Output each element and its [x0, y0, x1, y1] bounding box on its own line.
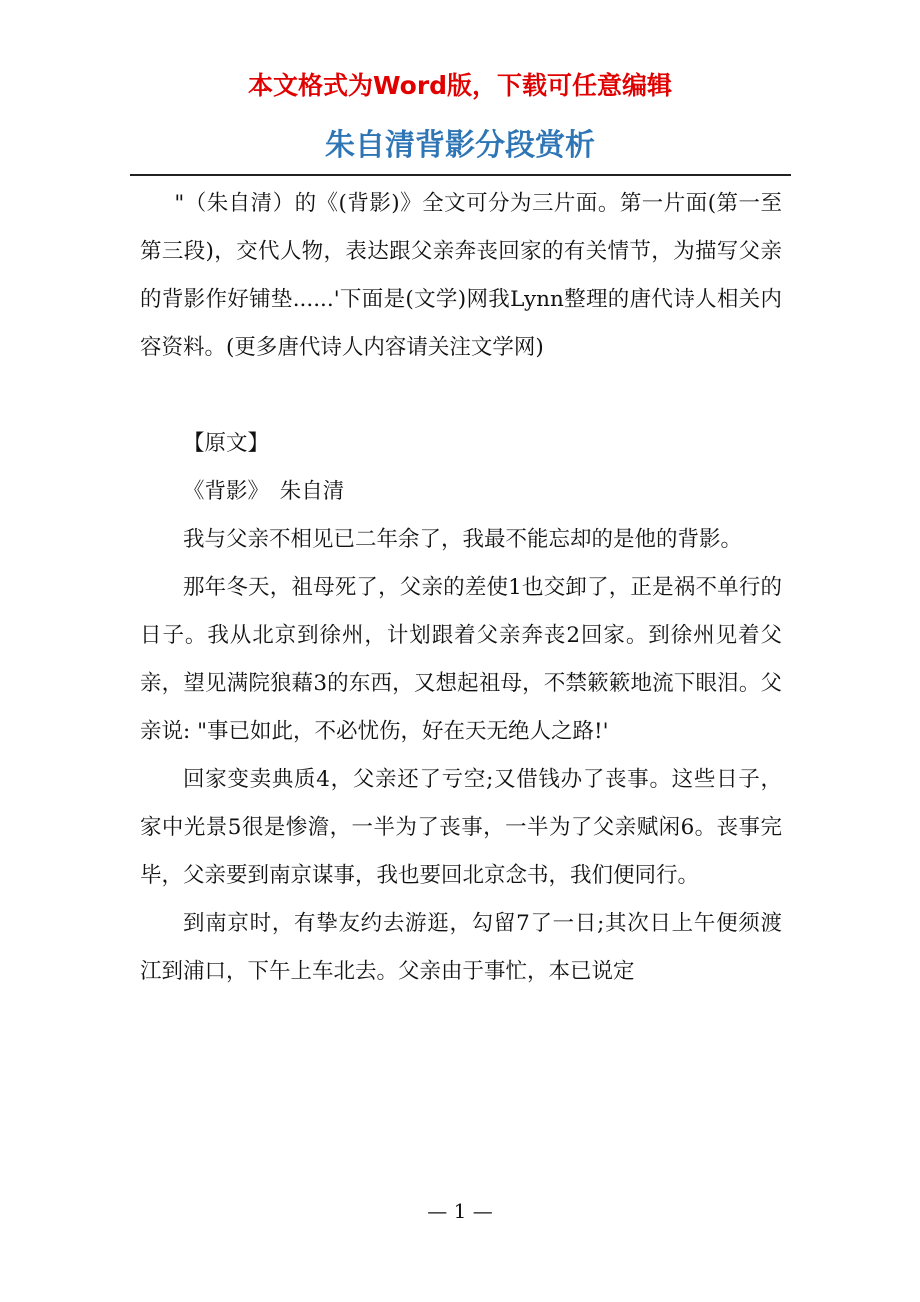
format-banner: 本文格式为Word版，下载可任意编辑	[247, 71, 673, 100]
intro-paragraph: "（朱自清）的《(背影)》全文可分为三片面。第一片面(第一至第三段)，交代人物，表达跟父亲奔丧回家的有关情节，为描写父亲的背影作好铺垫......'下面是(文学)网我Lynn整理的唐代诗人相关内容资料。(更多唐代诗人内容请关注文学网)	[140, 191, 782, 360]
work-title-author: 《背影》 朱自清	[183, 479, 345, 504]
page-number: — 1 —	[427, 1199, 493, 1223]
blank-line	[140, 372, 782, 420]
body-paragraph: 到南京时，有挚友约去游逛，勾留7了一日;其次日上午便须渡江到浦口，下午上车北去。父亲由于事忙，本已说定	[140, 911, 782, 984]
body-paragraph: 我与父亲不相见已二年余了，我最不能忘却的是他的背影。	[183, 527, 743, 552]
document-title: 朱自清背影分段赏析	[325, 128, 595, 163]
body-paragraph: 回家变卖典质4，父亲还了亏空;又借钱办了丧事。这些日子，家中光景5很是惨澹，一半为了丧事，一半为了父亲赋闲6。丧事完毕，父亲要到南京谋事，我也要回北京念书，我们便同行。	[140, 767, 782, 888]
body-paragraph: 那年冬天，祖母死了，父亲的差使1也交卸了，正是祸不单行的日子。我从北京到徐州，计划跟着父亲奔丧2回家。到徐州见着父亲，望见满院狼藉3的东西，又想起祖母，不禁簌簌地流下眼泪。父亲说: "事已如此，不必忧伤，好在天无绝人之路!'	[140, 575, 782, 744]
title-divider	[130, 174, 791, 176]
original-text-heading: 【原文】	[183, 431, 270, 456]
document-body	[140, 180, 782, 996]
